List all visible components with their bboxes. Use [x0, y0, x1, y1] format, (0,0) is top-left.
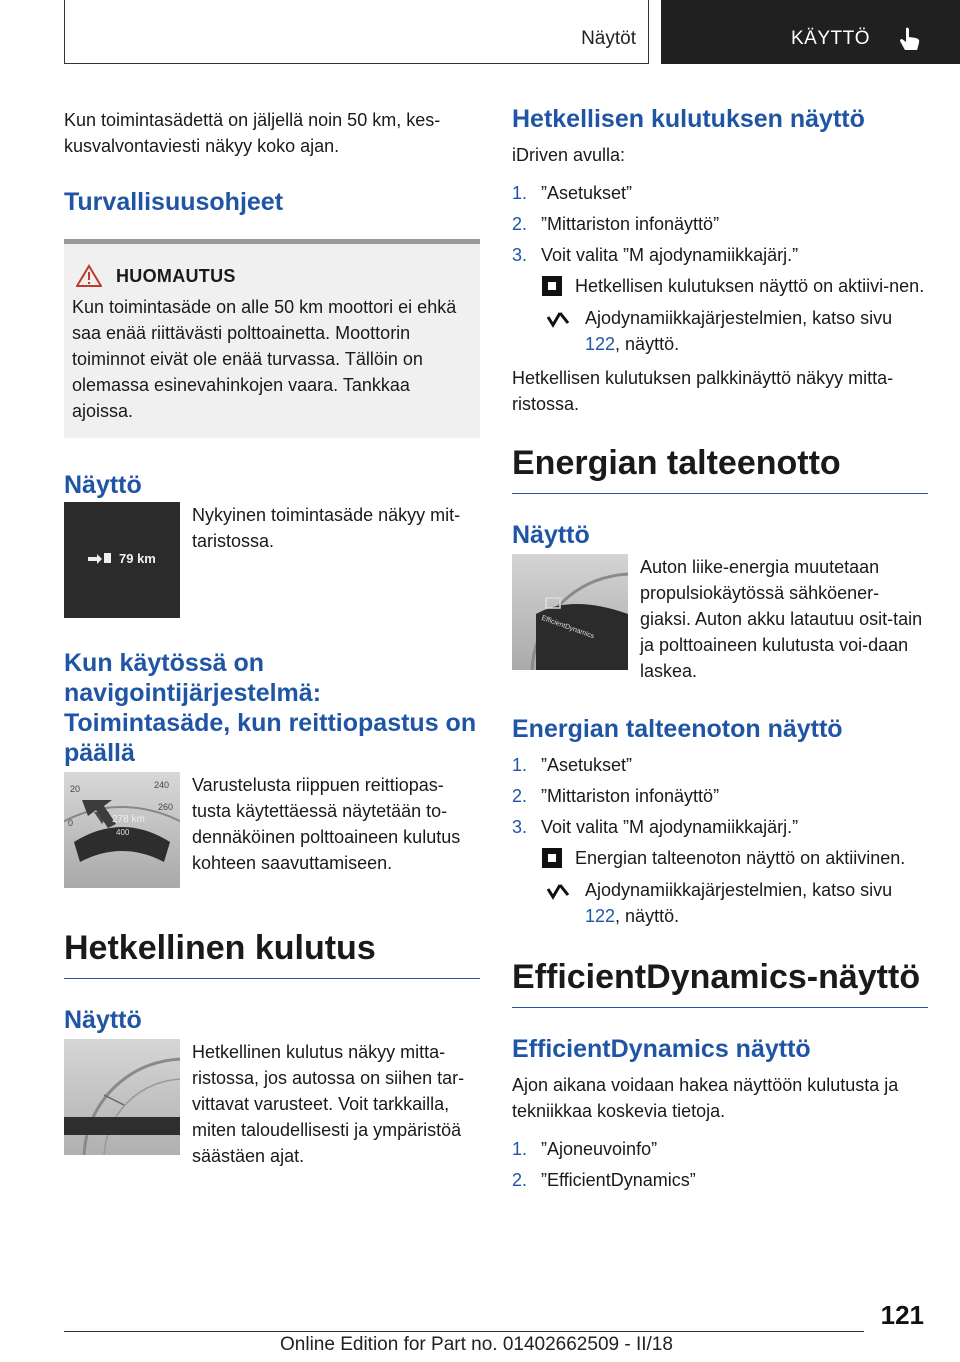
section-title: Näytöt: [581, 28, 636, 49]
display-text: Nykyinen toimintasäde näkyy mit-taristossa.: [192, 505, 461, 551]
regen-heading: Energian talteenotto: [512, 443, 928, 494]
ed-steps: [512, 1136, 928, 1193]
warning-text: Kun toimintasäde on alle 50 km moottori ei ehkä saa enää riittävästi polttoainetta. Moottorin toiminnot eivät ole enää turvassa. Tällöin on olemassa esinevahinkojen vaara. Tankkaa ajoissa.: [72, 297, 457, 421]
intro-text: Kun toimintasädettä on jäljellä noin 50 km, kes-kusvalvontaviesti näkyy koko ajan.: [64, 110, 441, 156]
list-item: 1. ”Asetukset”: [512, 755, 633, 775]
warning-box: [64, 239, 480, 438]
instant-intro: iDriven avulla:: [512, 145, 626, 165]
footer-divider: [64, 1331, 864, 1332]
nav-range-readout: 278 km: [112, 814, 145, 825]
instant-steps: [512, 180, 928, 268]
page-link[interactable]: 122: [585, 334, 616, 354]
dial-tick-260: 260: [158, 802, 174, 812]
regen-subheading: Näyttö: [512, 521, 590, 549]
hand-pointer-icon: [897, 26, 923, 52]
instant-note-ref: Ajodynamiikkajärjestelmien, katso sivu 122, näyttö.: [512, 305, 928, 357]
regen-note-ref: Ajodynamiikkajärjestelmien, katso sivu 122, näyttö.: [512, 877, 928, 929]
regen-note-active: Energian talteenoton näyttö on aktiivinen.: [512, 845, 928, 871]
footer-edition: Online Edition for Part no. 01402662509 - II/18: [280, 1334, 673, 1355]
nav-gauge-figure: [64, 772, 180, 888]
ed-subheading: EfficientDynamics näyttö: [512, 1035, 811, 1063]
warning-title: HUOMAUTUS: [116, 265, 236, 286]
list-item: 2. ”Mittariston infonäyttö”: [512, 786, 720, 806]
range-readout: 79 km: [119, 551, 156, 566]
list-item: 2. ”Mittariston infonäyttö”: [512, 214, 720, 234]
chapter-tab[interactable]: [661, 0, 960, 64]
instant-after-text: Hetkellisen kulutuksen palkkinäyttö näkyy mitta-ristossa.: [512, 368, 894, 414]
list-item: 2. ”EfficientDynamics”: [512, 1170, 696, 1190]
regen-steps: [512, 752, 928, 840]
regen-display-heading: Energian talteenoton näyttö: [512, 715, 843, 743]
warning-header: [72, 264, 472, 288]
list-item: 3. Voit valita ”M ajodynamiikkajärj.”: [512, 245, 799, 265]
warning-triangle-icon: [76, 264, 102, 288]
display-row: [64, 502, 480, 618]
list-item: 1. ”Ajoneuvoinfo”: [512, 1139, 658, 1159]
page-number: 121: [880, 1300, 924, 1330]
consumption-subheading: Näyttö: [64, 1006, 142, 1034]
nav-text: Varustelusta riippuen reittiopas-tusta käytettäessä näytetään to-dennäköinen polttoaineen kulutus kohteen saavuttamiseen.: [192, 775, 461, 873]
consumption-heading: Hetkellinen kulutus: [64, 928, 480, 979]
dial-tick-240: 240: [154, 780, 170, 790]
regen-fig-label: EfficientDynamics: [540, 614, 596, 641]
ed-text: Ajon aikana voidaan hakea näyttöön kulutusta ja tekniikkaa koskevia tietoja.: [512, 1075, 899, 1121]
nav-row: [64, 772, 480, 888]
instant-note-active: Hetkellisen kulutuksen näyttö on aktiivi-nen.: [512, 273, 928, 299]
left-column: [64, 100, 480, 1169]
checkmark-arrow-icon: [541, 307, 575, 329]
dial-tick-20: 20: [70, 784, 81, 794]
right-column: [512, 100, 928, 1198]
safety-heading: Turvallisuusohjeet: [64, 188, 284, 216]
dial-tick-400: 400: [116, 828, 130, 837]
consumption-dial-graphic: [64, 1039, 180, 1155]
instant-consumption-heading: Hetkellisen kulutuksen näyttö: [512, 105, 865, 133]
chapter-tab-label: KÄYTTÖ: [791, 28, 871, 49]
regen-dial-graphic: [512, 554, 628, 670]
page-link[interactable]: 122: [585, 906, 616, 926]
nav-heading: Kun käytössä on navigointijärjestelmä: Toimintasäde, kun reittiopastus on päällä: [64, 649, 477, 767]
header-title-box: [64, 0, 649, 64]
consumption-row: [64, 1039, 480, 1169]
list-item: 1. ”Asetukset”: [512, 183, 633, 203]
checkmark-arrow-icon: [541, 879, 575, 901]
checkbox-icon: [541, 275, 565, 297]
consumption-text: Hetkellinen kulutus näkyy mitta-ristossa, jos autossa on siihen tar-vittavat varusteet. Voit tarkkailla, miten taloudellisesti ja ympäristöä säästäen ajat.: [192, 1042, 465, 1166]
display-heading: Näyttö: [64, 471, 142, 499]
checkbox-icon: [541, 847, 565, 869]
regen-row: [512, 554, 928, 684]
consumption-gauge-figure: [64, 1039, 180, 1155]
range-display-figure: [64, 502, 180, 618]
ed-heading: EfficientDynamics-näyttö: [512, 957, 928, 1008]
regen-gauge-figure: [512, 554, 628, 670]
dial-tick-0: 0: [68, 818, 74, 828]
regen-text: Auton liike-energia muutetaan propulsiokäytössä sähköener-giaksi. Auton akku latautuu osit-tain ja polttoaineen kulutusta voi-daan laskea.: [640, 557, 923, 681]
list-item: 3. Voit valita ”M ajodynamiikkajärj.”: [512, 817, 799, 837]
